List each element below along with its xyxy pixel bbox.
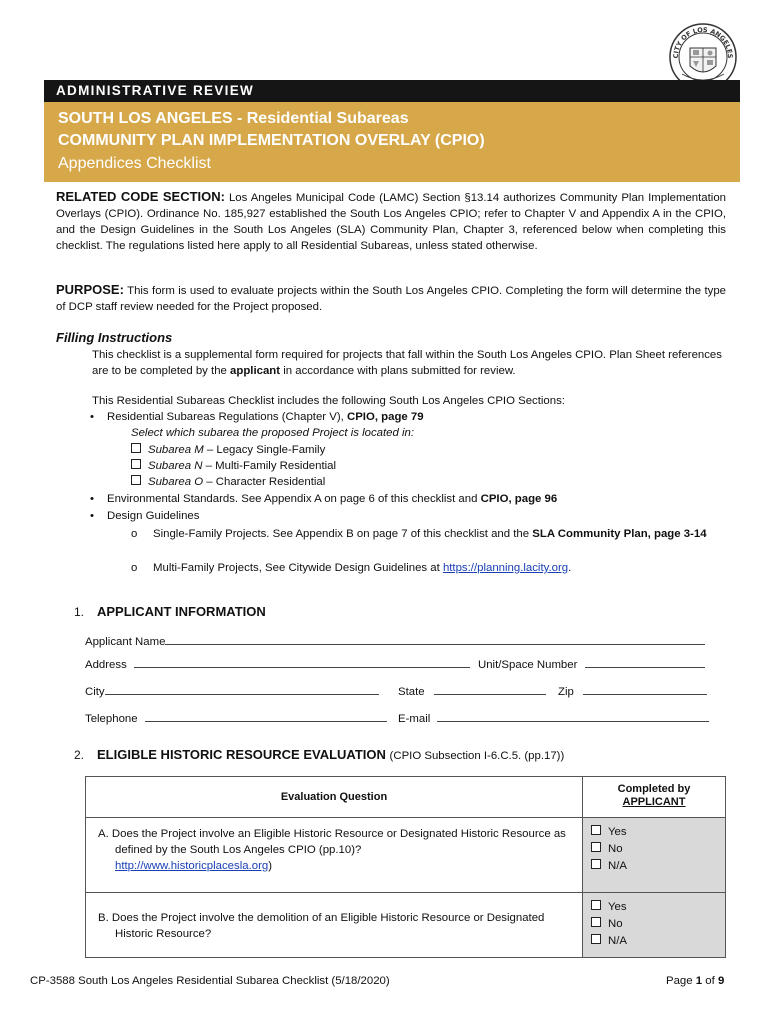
- checkbox-icon[interactable]: [131, 475, 141, 485]
- subarea-m-desc: – Legacy Single-Family: [203, 444, 326, 456]
- bullet-environmental-standards: [90, 491, 558, 507]
- o1-text: Single-Family Projects. See Appendix B on page 7 of this checklist and the: [153, 528, 533, 540]
- zip-label: Zip: [558, 686, 574, 698]
- planning-lacity-link[interactable]: https://planning.lacity.org: [442, 562, 569, 574]
- historicplacesla-link[interactable]: http://www.historicplacesla.org: [115, 860, 269, 872]
- section-2-title: ELIGIBLE HISTORIC RESOURCE EVALUATION: [97, 747, 386, 762]
- applicant-label: APPLICANT: [622, 796, 686, 808]
- o2-text: Multi-Family Projects, See Citywide Design Guidelines at: [153, 562, 443, 574]
- unit-field[interactable]: [478, 655, 705, 673]
- page-of: of: [702, 975, 718, 987]
- zip-line[interactable]: [583, 682, 707, 695]
- applicant-name-field[interactable]: [85, 632, 705, 650]
- answer-b-na[interactable]: [591, 933, 725, 950]
- filling-paragraph-1: [92, 347, 726, 379]
- o1-page-ref: SLA Community Plan, page 3-14: [532, 528, 707, 540]
- table-row: [86, 818, 726, 893]
- checkbox-icon[interactable]: [591, 900, 601, 910]
- checkbox-icon[interactable]: [591, 934, 601, 944]
- bullet2-text: Environmental Standards. See Appendix A on page 6 of this checklist and: [107, 493, 481, 505]
- title-line-1: SOUTH LOS ANGELES - Residential Subareas: [58, 110, 409, 127]
- section-2-number: 2.: [74, 748, 85, 762]
- bullet1-page-ref: CPIO, page 79: [346, 411, 424, 423]
- answer-a-na[interactable]: [591, 858, 725, 875]
- subarea-n-label: Subarea N: [148, 460, 203, 472]
- option-label: No: [608, 843, 623, 855]
- telephone-line[interactable]: [145, 709, 387, 722]
- subarea-n-desc: – Multi-Family Residential: [202, 460, 337, 472]
- question-a-cell: A. Does the Project involve an Eligible Historic Resource or Designated Historic Resource as defined by the South Los Angeles CPIO (pp.10)? http://www.historicplacesla.org): [86, 818, 583, 893]
- related-code-text: Los Angeles Municipal Code (LAMC) Section §13.14 authorizes Community Plan Implementation Overlays (CPIO). Ordinance No. 185,927 established the South Los Angeles CPIO; refer to Chapter V and Appendix A in the CPIO, and the Design Guidelines in the South Los Angeles (SLA) Community Plan, Chapter 3, referenced below when completing this checklist. The regulations listed here apply to all Residential Subareas, unless stated otherwise.: [56, 192, 726, 252]
- state-field[interactable]: [398, 682, 546, 700]
- checkbox-icon[interactable]: [591, 825, 601, 835]
- question-b-text: B. Does the Project involve the demolition of an Eligible Historic Resource or Designated Historic Resource?: [98, 912, 545, 940]
- city-label: City: [85, 686, 105, 698]
- circle-bullet-icon: o: [131, 528, 138, 540]
- page-label: Page: [666, 975, 696, 987]
- email-line[interactable]: [437, 709, 709, 722]
- answer-b-cell: [583, 893, 726, 958]
- checkbox-icon[interactable]: [591, 842, 601, 852]
- telephone-field[interactable]: [85, 709, 387, 727]
- subarea-m-label: Subarea M: [148, 444, 204, 456]
- subarea-o-desc: – Character Residential: [203, 476, 326, 488]
- completed-by-label: Completed by: [617, 783, 691, 795]
- select-subarea-instruction: Select which subarea the proposed Project is located in:: [131, 427, 415, 439]
- filling-p1-text-end: in accordance with plans submitted for review.: [280, 365, 516, 377]
- question-b-cell: [86, 893, 583, 958]
- state-line[interactable]: [434, 682, 546, 695]
- filling-paragraph-2: This Residential Subareas Checklist includes the following South Los Angeles CPIO Sections:: [92, 395, 565, 407]
- bullet2-page-ref: CPIO, page 96: [480, 493, 558, 505]
- purpose-text: This form is used to evaluate projects within the South Los Angeles CPIO. Completing the form will determine the type of DCP staff review needed for the Project proposed.: [56, 285, 726, 313]
- title-line-2: COMMUNITY PLAN IMPLEMENTATION OVERLAY (CPIO): [58, 132, 485, 149]
- option-label: N/A: [608, 935, 627, 947]
- related-code-label: RELATED CODE SECTION:: [56, 189, 225, 204]
- checkbox-icon[interactable]: [131, 459, 141, 469]
- sub-bullet-multi-family: [131, 560, 713, 576]
- table-row: [86, 893, 726, 958]
- answer-b-yes[interactable]: [591, 899, 725, 916]
- option-label: N/A: [608, 860, 627, 872]
- bullet-residential-regulations: [90, 409, 424, 425]
- subarea-o-option[interactable]: [131, 474, 325, 490]
- zip-field[interactable]: [558, 682, 707, 700]
- answer-b-no[interactable]: [591, 916, 725, 933]
- svg-text:CITY OF LOS ANGELES: CITY OF LOS ANGELES: [671, 25, 735, 59]
- bullet-icon: •: [90, 493, 94, 505]
- o2-end: .: [568, 562, 572, 574]
- option-label: No: [608, 918, 623, 930]
- sub-bullet-single-family: [131, 526, 713, 542]
- administrative-review-banner: ADMINISTRATIVE REVIEW: [44, 80, 740, 102]
- bullet-icon: •: [90, 411, 94, 423]
- bullet3-text: Design Guidelines: [107, 510, 200, 522]
- filling-p1-text: This checklist is a supplemental form required for projects that fall within the South Los Angeles CPIO. Plan Sheet references are to be completed by the: [92, 349, 722, 377]
- checkbox-icon[interactable]: [131, 443, 141, 453]
- title-line-3: Appendices Checklist: [58, 155, 211, 172]
- address-line[interactable]: [134, 655, 470, 668]
- unit-label: Unit/Space Number: [478, 659, 578, 671]
- section-1-title: APPLICANT INFORMATION: [97, 604, 266, 619]
- city-field[interactable]: [85, 682, 379, 700]
- telephone-label: Telephone: [85, 713, 138, 725]
- option-label: Yes: [608, 901, 627, 913]
- title-band: [44, 102, 740, 182]
- applicant-name-line[interactable]: [165, 632, 705, 645]
- checkbox-icon[interactable]: [591, 917, 601, 927]
- section-2-title-row: [97, 747, 564, 762]
- answer-a-no[interactable]: [591, 841, 725, 858]
- table-header-row: [86, 777, 726, 818]
- page-current: 1: [695, 975, 703, 987]
- subarea-n-option[interactable]: [131, 458, 336, 474]
- section-2-subtitle: (CPIO Subsection I-6.C.5. (pp.17)): [389, 750, 565, 762]
- related-code-section: [56, 189, 726, 254]
- unit-line[interactable]: [585, 655, 705, 668]
- subarea-o-label: Subarea O: [148, 476, 204, 488]
- evaluation-question-header: Evaluation Question: [86, 777, 583, 818]
- page-total: 9: [717, 975, 725, 987]
- checkbox-icon[interactable]: [591, 859, 601, 869]
- answer-a-cell: [583, 818, 726, 893]
- address-label: Address: [85, 659, 127, 671]
- footer-form-id: CP-3588 South Los Angeles Residential Subarea Checklist (5/18/2020): [30, 975, 390, 987]
- evaluation-table: [85, 776, 726, 958]
- purpose-section: [56, 282, 726, 315]
- city-line[interactable]: [105, 682, 379, 695]
- email-label: E-mail: [398, 713, 431, 725]
- completed-by-header: [583, 777, 726, 818]
- bullet-icon: •: [90, 510, 94, 522]
- option-label: Yes: [608, 826, 627, 838]
- email-field[interactable]: [398, 709, 709, 727]
- state-label: State: [398, 686, 425, 698]
- applicant-emphasis: applicant: [230, 365, 281, 377]
- answer-a-yes[interactable]: [591, 824, 725, 841]
- circle-bullet-icon: o: [131, 562, 138, 574]
- footer-page-number: [666, 975, 724, 987]
- filling-instructions-heading: Filling Instructions: [56, 330, 173, 345]
- bullet-design-guidelines: [90, 508, 200, 524]
- section-1-number: 1.: [74, 605, 85, 619]
- applicant-name-label: Applicant Name: [85, 636, 166, 648]
- purpose-label: PURPOSE:: [56, 282, 124, 297]
- bullet1-text: Residential Subareas Regulations (Chapter V),: [107, 411, 347, 423]
- subarea-m-option[interactable]: [131, 442, 325, 458]
- address-field[interactable]: [85, 655, 470, 673]
- question-a-text: A. Does the Project involve an Eligible Historic Resource or Designated Historic Resource as defined by the South Los Angeles CPIO (pp.10)?: [98, 828, 566, 856]
